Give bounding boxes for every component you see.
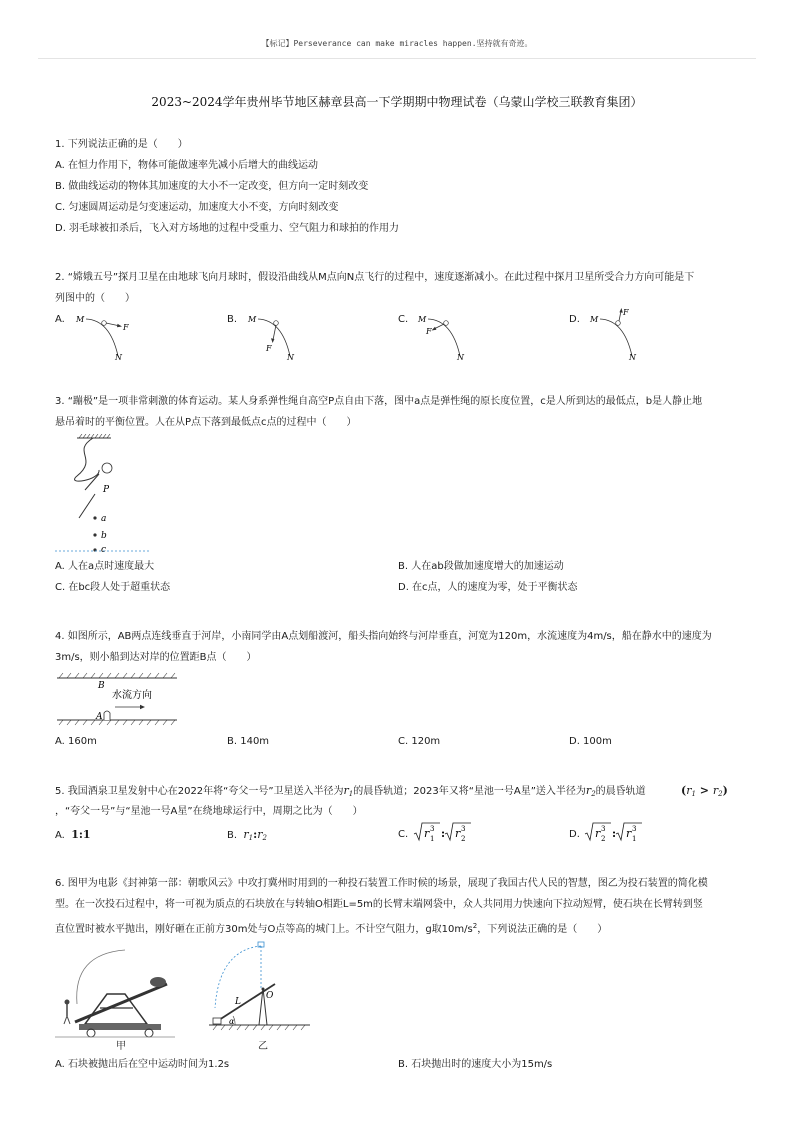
boat-icon [104,711,110,720]
q2-option-c-label: C. [398,314,409,325]
r1-symbol: $r_1$ [343,784,354,798]
q4-stem-line2: 3m/s，则小船到达对岸的位置距B点（ ） [55,652,257,663]
soldier-figure [67,1016,70,1024]
label-alpha: α [229,1017,235,1026]
point-a [93,516,96,519]
label-n: N [457,353,464,362]
q6-stem-line3: 直位置时被水平抛出，刚好砸在正前方30m处与O点等高的城门上。不计空气阻力，g取$10m/s^2$，下列说法正确的是（ ） [55,922,608,935]
q3-option-b: B. 人在ab段做加速度增大的加速运动 [398,561,564,572]
wheel [87,1029,95,1037]
label-c: c [101,545,107,555]
q2-stem-line1: 2. “嫦娥五号”探月卫星在由地球飞向月球时，假设沿曲线从M点向N点飞行的过程中，速度逐渐减小。在此过程中探月卫星所受合力方向可能是下 [55,272,695,283]
q4-option-a: A. 160m [55,736,97,747]
label-n: N [629,353,636,362]
q2-figure-b [240,306,330,362]
svg-text:2: 2 [461,835,466,843]
flow-direction-label: 水流方向 [112,690,152,701]
q2-figure-d [582,306,672,362]
satellite-marker [444,321,449,326]
stone-block [213,1018,221,1024]
svg-text:3: 3 [430,825,435,833]
r-symbol: r [626,827,632,840]
q2-figure-c [410,306,500,362]
wheel [145,1029,153,1037]
r-symbol: r [455,827,461,840]
point-b [93,533,96,536]
q2-stem-line2: 列图中的（ ） [55,293,135,304]
label-n: N [287,353,294,362]
force-arrowhead [117,324,122,327]
q5-stem-line1 [55,784,646,801]
soldier-figure [64,1016,67,1024]
q5-option-d-formula [584,820,644,844]
label-m: M [590,315,599,324]
q2-option-b-label: B. [227,314,238,325]
label-f: F [623,308,629,317]
ground-hatching [213,1025,305,1030]
label-b: b [101,531,107,541]
trebuchet-frame [85,994,147,1024]
q1-option-d: D. 羽毛球被扣杀后，飞入对方场地的过程中受重力、空气阻力和球拍的作用力 [55,223,400,234]
q6-option-a: A. 石块被抛出后在空中运动时间为1.2s [55,1059,230,1070]
q5-text-2: 的晨昏轨道；2023年又将“星池一号A星”送入半径为 [353,786,586,797]
far-bank-hatching [59,673,175,678]
satellite-marker [616,321,621,326]
svg-text:3: 3 [632,825,637,833]
label-a: a [101,514,107,524]
sling-bucket [150,977,166,987]
q3-option-d: D. 在c点，人的速度为零，处于平衡状态 [398,582,578,593]
q5-option-a: A. 1:1 [55,828,91,841]
svg-text::: : [441,827,446,840]
pivot-o [262,988,265,991]
r2-symbol: $r_2$ [585,784,596,798]
q3-option-c: C. 在bc段人处于超重状态 [55,582,171,593]
svg-text::: : [612,827,617,840]
q6-option-b: B. 石块抛出时的速度大小为15m/s [398,1059,553,1070]
soldier-figure [65,1000,70,1005]
q2-figure-a [68,306,158,362]
figure-jia-label: 甲 [116,1041,126,1052]
q4-option-b: B. 140m [227,736,270,747]
q3-stem-line1: 3. “蹦极”是一项非常刺激的体育运动。某人身系弹性绳自高空P点自由下落，图中a点是弹性绳的原长度位置，c是人所到达的最低点，b是人静止地 [55,396,703,407]
label-a: A [96,712,103,722]
q4-option-d: D. 100m [569,736,612,747]
q1-option-b: B. 做曲线运动的物体其加速度的大小不一定改变，但方向一定时刻改变 [55,181,369,192]
label-f: F [123,323,129,332]
q6-stem-line2: 型。在一次投石过程中，将一可视为质点的石块放在与转轴O相距L=5m的长臂末端网袋中，众人共同用力快速向下拉动短臂，使石块在长臂转到竖 [55,899,703,910]
header-divider [38,58,756,59]
person-body [85,474,99,490]
q5-option-c-label: C. [398,829,409,840]
q1-stem: 1. 下列说法正确的是（ ） [55,139,188,150]
svg-text:3: 3 [601,825,606,833]
q2-option-a-label: A. [55,314,65,325]
label-n: N [115,353,122,362]
svg-text:2: 2 [601,835,606,843]
q4-river-figure [55,670,180,728]
launch-arc [77,950,125,1004]
satellite-marker [274,321,279,326]
near-bank-hatching [59,720,175,725]
q6-stem-line1: 6. 图甲为电影《封神第一部：朝歌风云》中攻打冀州时用到的一种投石装置工作时候的场景，展现了我国古代人民的智慧，图乙为投石装置的简化模 [55,878,708,889]
elastic-rope [75,438,100,481]
q4-option-c: C. 120m [398,736,441,747]
flow-arrowhead [140,705,145,709]
label-f: F [266,344,272,353]
label-m: M [418,315,427,324]
label-m: M [248,315,257,324]
throwing-arm [75,984,167,1022]
svg-text:1: 1 [430,835,435,843]
person-head [102,463,112,473]
r-symbol: r [595,827,601,840]
force-arrowhead [271,338,274,343]
label-o: O [266,991,274,1001]
q3-stem-line2: 悬吊着时的平衡位置。人在从P点下落到最低点c点的过程中（ ） [55,417,357,428]
paper-title: 2023~2024学年贵州毕节地区赫章县高一下学期期中物理试卷（乌蒙山学校三联教育集团） [151,95,643,109]
label-m: M [76,315,85,324]
label-f: F [426,327,432,336]
label-l: L [235,997,241,1007]
q5-option-b: B. $r_1:r_2$ [227,828,267,842]
r-symbol: r [424,827,430,840]
q1-option-c: C. 匀速圆周运动是匀变速运动，加速度大小不变，方向时刻改变 [55,202,339,213]
svg-text:3: 3 [461,825,466,833]
q2-option-d-label: D. [569,314,580,325]
q6-figure-jia [55,944,180,1044]
r1-gt-r2-condition: $(r_1 > r_2)$ [681,784,728,798]
ceiling-hatching [79,434,110,438]
force-arrow [619,311,621,321]
header-banner: 【标记】Perseverance can make miracles happen.坚持就有奇迹。 [261,39,533,48]
force-arrow [273,325,276,340]
q5-text-3: 的晨昏轨道 [595,786,646,797]
figure-yi-label: 乙 [258,1041,268,1052]
label-p: P [103,485,110,495]
long-arm [219,984,275,1020]
q5-stem-line2: ，“夸父一号”与“星池一号A星”在绕地球运行中，周期之比为（ ） [55,806,363,817]
force-arrowhead [432,327,437,331]
rope-segment [79,494,95,518]
svg-text:1: 1 [632,835,637,843]
q3-bungee-figure [55,434,155,556]
q5-text-1: 5. 我国酒泉卫星发射中心在2022年将“夸父一号”卫星送入半径为 [55,786,344,797]
q5-option-c-formula [413,820,473,844]
q4-stem-line1: 4. 如图所示，AB两点连线垂直于河岸，小南同学由A点划船渡河，船头指向始终与河岸垂直，河宽为120m，水流速度为4m/s，船在静水中的速度为 [55,631,712,642]
label-b: B [98,681,105,691]
q3-option-a: A. 人在a点时速度最大 [55,561,155,572]
q1-option-a: A. 在恒力作用下，物体可能做速率先减小后增大的曲线运动 [55,160,319,171]
q5-option-d-label: D. [569,829,580,840]
q6-figure-yi [205,940,315,1040]
satellite-marker [102,321,107,326]
